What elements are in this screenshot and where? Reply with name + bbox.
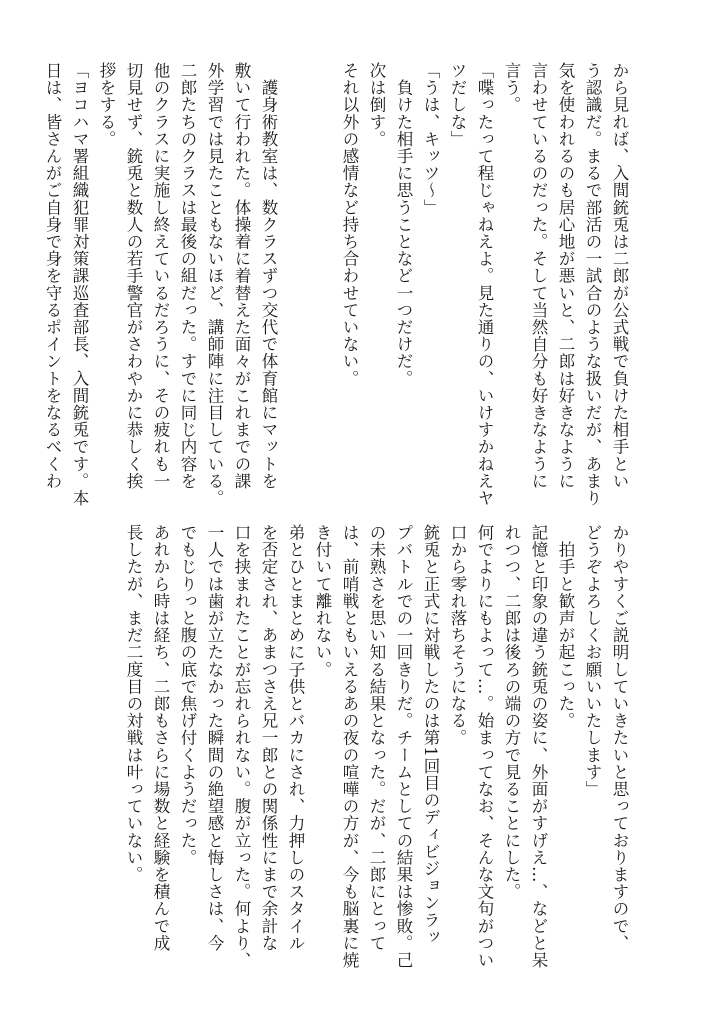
text-line: プバトルでの一回きりだ。チームとしての結果は惨敗。己 bbox=[394, 524, 413, 969]
text-line: あれから時は経ち、二郎もさらに場数と経験を積んで成 bbox=[151, 524, 170, 952]
text-line: 気を使われるのも居心地が悪いと、二郎は好きなように bbox=[556, 62, 575, 490]
text-line: は、前哨戦ともいえるあの夜の喧嘩の方が、今も脳裏に焼 bbox=[340, 524, 359, 969]
text-line: 日は、皆さんがご自身で身を守るポイントをなるべくわ bbox=[43, 62, 62, 490]
lower-text-block bbox=[88, 524, 633, 969]
text-line: 口から零れ落ちそうになる。 bbox=[448, 524, 467, 747]
text-line: それ以外の感情など持ち合わせていない。 bbox=[340, 62, 359, 387]
text-line: 「喋ったって程じゃねえよ。見た通りの、いけすかねえヤ bbox=[475, 62, 494, 507]
text-line: う認識だ。まるで部活の一試合のような扱いだが、あまり bbox=[583, 62, 602, 507]
text-line bbox=[282, 62, 309, 507]
text-line: かりやすくご説明していきたいと思っておりますので、 bbox=[610, 524, 629, 952]
text-line: 弟とひとまとめに子供とバカにされ、力押しのスタイル bbox=[286, 524, 305, 952]
text-line: 敷いて行われた。体操着に着替えた面々がこれまでの課 bbox=[232, 62, 251, 490]
text-line: 外学習では見たこともないほど、講師陣に注目している。 bbox=[205, 62, 224, 507]
text-line: どうぞよろしくお願いいたします」 bbox=[583, 524, 602, 798]
text-line: 口を挟まれたことが忘れられない。腹が立った。何より、 bbox=[232, 524, 251, 969]
text-line: 護身術教室は、数クラスずつ交代で体育館にマットを bbox=[259, 62, 278, 490]
text-line: 拍手と歓声が起こった。 bbox=[556, 524, 575, 730]
text-line: 「うは、キッツ〜」 bbox=[421, 62, 440, 216]
text-line: 次は倒す。 bbox=[367, 62, 386, 148]
text-line: の未熟さを思い知る結果となった。だが、二郎にとって bbox=[367, 524, 386, 952]
text-line: から見れば、入間銃兎は二郎が公式戦で負けた相手とい bbox=[610, 62, 629, 490]
text-line: 長したが、まだ二度目の対戦は叶っていない。 bbox=[124, 524, 143, 884]
text-line: 一人では歯が立たなかった瞬間の絶望感と悔しさは、今 bbox=[205, 524, 224, 952]
text-line: 二郎たちのクラスは最後の組だった。すでに同じ内容を bbox=[178, 62, 197, 490]
text-line: 切見せず、銃兎と数人の若手警官がさわやかに恭しく挨 bbox=[124, 62, 143, 490]
text-line: 言う。 bbox=[502, 62, 521, 114]
text-line: 記憶と印象の違う銃兎の姿に、外面がすげえ…、などと呆 bbox=[529, 524, 548, 969]
text-line: を否定され、あまつさえ兄一郎との関係性にまで余計な bbox=[259, 524, 278, 952]
text-line: れつつ、二郎は後ろの端の方で見ることにした。 bbox=[502, 524, 521, 901]
text-line: 何でよりにもよって…。始まってなお、そんな文句がつい bbox=[475, 524, 494, 969]
text-line: 他のクラスに実施し終えているだろうに、その疲れも一 bbox=[151, 62, 170, 490]
text-line: き付いて離れない。 bbox=[313, 524, 332, 678]
upper-text-block bbox=[43, 62, 633, 507]
text-line: ツだしな」 bbox=[448, 62, 467, 148]
text-line: 「ヨコハマ署組織犯罪対策課巡査部長、入間銃兎です。本 bbox=[70, 62, 89, 507]
text-line: 銃兎と正式に対戦したのは第1回目のディビジョンラッ bbox=[421, 524, 440, 946]
text-line bbox=[309, 62, 336, 507]
text-line: 負けた相手に思うことなど一つだけだ。 bbox=[394, 62, 413, 387]
text-line: 言わせているのだった。そして当然自分も好きなように bbox=[529, 62, 548, 490]
text-line: でもじりっと腹の底で焦げ付くようだった。 bbox=[178, 524, 197, 866]
text-line: 拶をする。 bbox=[97, 62, 116, 148]
